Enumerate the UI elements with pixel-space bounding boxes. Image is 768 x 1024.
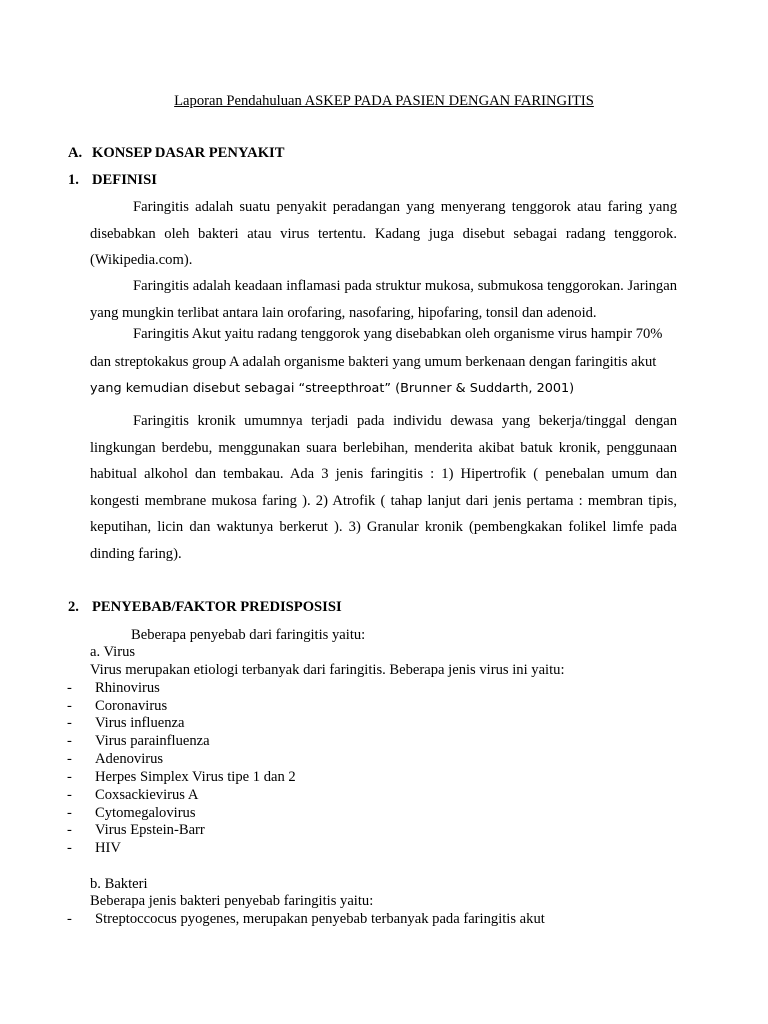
list-dash: - bbox=[67, 822, 72, 838]
section-label: PENYEBAB/FAKTOR PREDISPOSISI bbox=[92, 599, 342, 615]
definisi-paragraph-1: Faringitis adalah suatu penyakit peradangan yang menyerang tenggorok atau faring yang disebabkan oleh bakteri atau virus tertentu. Kadang juga disebut sebagai radang tenggorok. (Wikipedia.com). bbox=[90, 199, 677, 269]
list-item-text: HIV bbox=[95, 840, 121, 856]
list-dash: - bbox=[67, 715, 72, 731]
section-number: 1. bbox=[68, 172, 79, 188]
section-label: DEFINISI bbox=[92, 172, 157, 188]
virus-heading: a. Virus bbox=[90, 644, 136, 660]
list-dash: - bbox=[67, 733, 72, 749]
definisi-paragraph-2: Faringitis adalah keadaan inflamasi pada struktur mukosa, submukosa tenggorokan. Jaringan yang mungkin terlibat antara lain orofaring, nasofaring, hipofaring, tonsil dan adenoid. bbox=[90, 278, 677, 321]
list-dash: - bbox=[67, 787, 72, 803]
section-label: KONSEP DASAR PENYAKIT bbox=[92, 145, 285, 161]
list-item-text: Rhinovirus bbox=[95, 680, 160, 696]
bakteri-description: Beberapa jenis bakteri penyebab faringitis yaitu: bbox=[90, 893, 374, 909]
list-item-text: Cytomegalovirus bbox=[95, 805, 196, 821]
document-title: Laporan Pendahuluan ASKEP PADA PASIEN DENGAN FARINGITIS bbox=[174, 93, 594, 109]
list-item-text: Herpes Simplex Virus tipe 1 dan 2 bbox=[95, 769, 296, 785]
list-item-text: Coronavirus bbox=[95, 698, 168, 714]
section-heading-definisi bbox=[68, 172, 157, 189]
section-number: 2. bbox=[68, 599, 79, 615]
list-item-text: Virus influenza bbox=[95, 715, 185, 731]
definisi-paragraph-3-line-2: dan streptokakus group A adalah organisme bakteri yang umum berkenaan dengan faringitis akut bbox=[90, 354, 657, 370]
list-item-text: Coxsackievirus A bbox=[95, 787, 199, 803]
list-item-text: Virus Epstein-Barr bbox=[95, 822, 205, 838]
list-item-text: Virus parainfluenza bbox=[95, 733, 210, 749]
section-heading-penyebab bbox=[68, 599, 342, 616]
section-number: A. bbox=[68, 145, 83, 161]
list-dash: - bbox=[67, 769, 72, 785]
list-dash: - bbox=[67, 680, 72, 696]
list-dash: - bbox=[67, 751, 72, 767]
list-item-text: Streptoccocus pyogenes, merupakan penyebab terbanyak pada faringitis akut bbox=[95, 911, 545, 927]
list-dash: - bbox=[67, 698, 72, 714]
list-dash: - bbox=[67, 805, 72, 821]
list-dash: - bbox=[67, 840, 72, 856]
definisi-paragraph-3-line-3: yang kemudian disebut sebagai “streepthroat” (Brunner & Suddarth, 2001) bbox=[90, 381, 575, 396]
definisi-paragraph-3-line-1: Faringitis Akut yaitu radang tenggorok yang disebabkan oleh organisme virus hampir 70% bbox=[133, 326, 663, 342]
definisi-paragraph-4: Faringitis kronik umumnya terjadi pada individu dewasa yang bekerja/tinggal dengan lingkungan berdebu, menggunakan suara berlebihan, menderita akibat batuk kronik, penggunaan habitual alkohol dan tembakau. Ada 3 jenis faringitis : 1) Hipertrofik ( penebalan umum dan kongesti membrane mukosa faring ). 2) Atrofik ( tahap lanjut dari jenis pertama : membran tipis, keputihan, licin dan waktunya berkerut ). 3) Granular kronik (pembengkakan folikel limfe pada dinding faring). bbox=[90, 413, 677, 562]
list-item-text: Adenovirus bbox=[95, 751, 164, 767]
list-dash: - bbox=[67, 911, 72, 927]
virus-description: Virus merupakan etiologi terbanyak dari faringitis. Beberapa jenis virus ini yaitu: bbox=[90, 662, 565, 678]
penyebab-intro: Beberapa penyebab dari faringitis yaitu: bbox=[131, 627, 366, 643]
section-heading-a bbox=[68, 145, 284, 162]
bakteri-heading: b. Bakteri bbox=[90, 876, 148, 892]
